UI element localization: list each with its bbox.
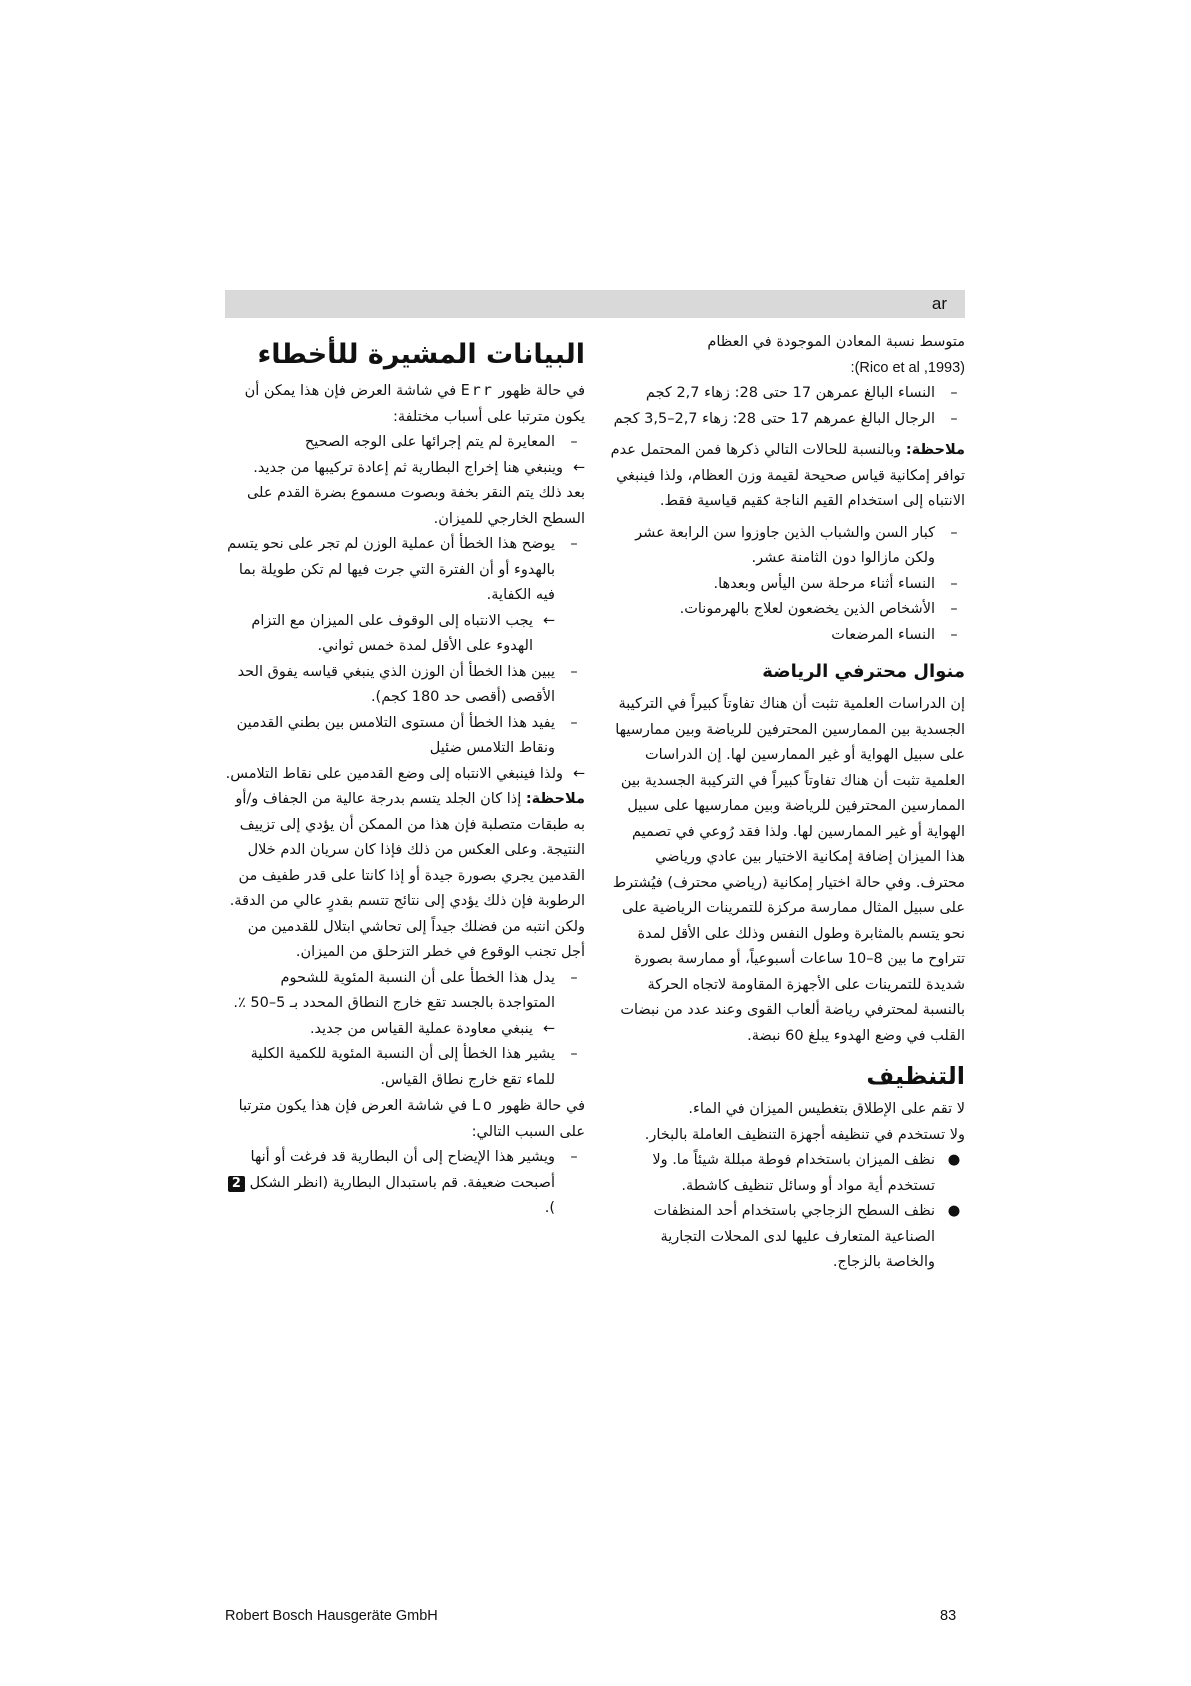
fix-item: ← يجب الانتباه إلى الوقوف على الميزان مع التزام الهدوء على الأقل لمدة خمس ثواني. <box>225 609 555 660</box>
arrow-left-icon: ← <box>572 765 585 782</box>
dash-icon: – <box>950 626 958 643</box>
footer-company: Robert Bosch Hausgeräte GmbH <box>225 1608 438 1624</box>
dash-icon: – <box>950 410 958 427</box>
list-item: – المعايرة لم يتم إجرائها على الوجه الصحيح <box>225 430 585 456</box>
list-item: – النساء المرضعات <box>610 623 965 649</box>
fix-item: ← وينبغي هنا إخراج البطارية ثم إعادة تركيبها من جديد. <box>225 456 585 482</box>
dash-icon: – <box>950 385 958 401</box>
bone-intro: متوسط نسبة المعادن الموجودة في العظام <box>707 334 965 350</box>
list-item: ● نظف الميزان باستخدام فوطة مبللة شيئاً ما. ولا تستخدم أية مواد أو وسائل تنظيف كاشطة. <box>610 1148 965 1199</box>
fix-item: ← ولذا فينبغي الانتباه إلى وضع القدمين على نقاط التلامس. <box>225 762 585 788</box>
list-item: – الأشخاص الذين يخضعون لعلاج بالهرمونات. <box>610 597 965 623</box>
arrow-left-icon: ← <box>572 459 585 476</box>
list-item: – الرجال البالغ عمرهم 17 حتى 28: زهاء 2,7–3,5 كجم <box>610 407 965 433</box>
list-item: – يفيد هذا الخطأ أن مستوى التلامس بين بطني القدمين ونقاط التلامس ضئيل <box>225 711 585 762</box>
list-item: – كبار السن والشباب الذين جاوزوا سن الرابعة عشر ولكن مازالوا دون الثامنة عشر. <box>610 521 965 572</box>
fix-item: ← ينبغي معاودة عملية القياس من جديد. <box>225 1017 555 1043</box>
page-number: 83 <box>940 1608 957 1624</box>
err-display-code: Err <box>460 381 494 399</box>
note-paragraph: ملاحظة: وبالنسبة للحالات التالي ذكرها فمن المحتمل عدم توافر إمكانية قياس صحيحة لقيمة وزن العظام، ولذا فينبغي الانتباه إلى استخدام القيم الناجة كقيم قياسية فقط. <box>610 442 965 509</box>
list-item: – النساء البالغ عمرهن 17 حتى 28: زهاء 2,7 كجم <box>610 381 965 407</box>
dash-icon: – <box>570 714 578 731</box>
figure-ref-badge: 2 <box>228 1176 245 1192</box>
list-item: – ويشير هذا الإيضاح إلى أن البطارية قد فرغت أو أنها أصبحت ضعيفة. قم باستبدال البطارية (انظر الشكل 2). <box>225 1145 585 1222</box>
dash-icon: – <box>950 524 958 541</box>
section-heading-cleaning: التنظيف <box>866 1062 965 1090</box>
cleaning-line: لا تقم على الإطلاق بتغطيس الميزان في الماء. <box>688 1101 965 1117</box>
lo-intro: في حالة ظهور Lo في شاشة العرض فإن هذا يكون مترتبا على السبب التالي: <box>238 1096 585 1140</box>
note-paragraph: ملاحظة: إذا كان الجلد يتسم بدرجة عالية من الجفاف و/أو به طبقات متصلبة فإن هذا من الممكن أن يؤدي إلى تزييف النتيجة. وعلى العكس من ذلك فإذا كان سريان الدم خلال القدمين يجري بصورة جيدة أو إذا كانتا على قدر طفيف من الرطوبة فإن ذلك يؤدي إلى نتائج تتسم بقدرٍ عالي من الدقة. <box>229 791 585 909</box>
dash-icon: – <box>570 434 578 450</box>
list-item: – يشير هذا الخطأ إلى أن النسبة المئوية للكمية الكلية للماء تقع خارج نطاق القياس. <box>225 1042 585 1093</box>
pro-paragraph: إن الدراسات العلمية تثبت أن هناك تفاوتاً كبيراً في التركيبة الجسدية بين الممارسين المحترفين للرياضة وبين ممارسيها على سبيل الهواية أو غير الممارسين لها. إن الدراسات العلمية تثبت أن هناك تفاوتاً كبيراً في التركيبة الجسدية بين الممارسين المحترفين للرياضة وبين ممارسيها على سبيل الهواية أو غير الممارسين لها. ولذا فقد رُوعي في تصميم هذا الميزان إضافة إمكانية الاختيار بين عادي ورياضي محترف. وفي حالة اختيار إمكانية (رياضي محترف) فيُشترط على سبيل المثال ممارسة مركزة للتمرينات الرياضية على نحو يتسم بالمثابرة وطول النفس وذلك على الأقل لمدة تتراوح ما بين 8–10 ساعات أسبوعياً، أو ممارسة بصورة شديدة للتمرينات على الأجهزة المقاومة لاتجاه الحركة بالنسبة لمحترفي رياضة ألعاب القوى وعند عدد من نبضات القلب في وضع الهدوء يبلغ 60 نبضة. <box>612 696 965 1044</box>
dash-icon: – <box>570 969 578 986</box>
section-heading-pro: منوال محترفي الرياضة <box>762 661 965 682</box>
err-intro: في حالة ظهور Err في شاشة العرض فإن هذا يمكن أن يكون مترتبا على أسباب مختلفة: <box>244 381 585 425</box>
arrow-left-icon: ← <box>542 1020 555 1037</box>
bullet-icon: ● <box>947 1203 961 1219</box>
list-item: – يبين هذا الخطأ أن الوزن الذي ينبغي قياسه يفوق الحد الأقصى (أقصى حد 180 كجم). <box>225 660 585 711</box>
right-column <box>610 330 965 1276</box>
language-bar <box>225 290 965 318</box>
dash-icon: – <box>570 1046 578 1062</box>
section-heading-errors: البيانات المشيرة للأخطاء <box>257 339 585 370</box>
dash-icon: – <box>950 575 958 592</box>
list-item: – يوضح هذا الخطأ أن عملية الوزن لم تجر على نحو يتسم بالهدوء أو أن الفترة التي جرت فيها لم تكن طويلة بما فيه الكفاية. <box>225 532 585 609</box>
dash-icon: – <box>570 663 578 680</box>
dash-icon: – <box>950 601 958 617</box>
dash-icon: – <box>570 536 578 552</box>
dash-icon: – <box>570 1149 578 1165</box>
lo-display-code: Lo <box>471 1096 494 1114</box>
language-code: ar <box>931 294 947 313</box>
list-item: – النساء أثناء مرحلة سن اليأس وبعدها. <box>610 572 965 598</box>
list-item: ● نظف السطح الزجاجي باستخدام أحد المنظفات الصناعية المتعارف عليها لدى المحلات التجارية والخاصة بالزجاج. <box>610 1199 965 1276</box>
left-column <box>225 338 585 1222</box>
paragraph: بعد ذلك يتم النقر بخفة وبصوت مسموع بضرة القدم على السطح الخارجي للميزان. <box>246 485 585 527</box>
cleaning-line: ولا تستخدم في تنظيفه أجهزة التنظيف العاملة بالبخار. <box>644 1126 965 1143</box>
list-item: – يدل هذا الخطأ على أن النسبة المئوية للشحوم المتواجدة بالجسد تقع خارج النطاق المحدد بـ 5–50 ٪. <box>225 966 585 1017</box>
warning-paragraph: ولكن انتبه من فضلك جيداً إلى تحاشي ابتلال للقدمين من أجل تجنب الوقوع في خطر التزحلق من الميزان. <box>247 918 585 960</box>
bone-citation: :(Rico et al ,1993) <box>850 359 965 376</box>
bullet-icon: ● <box>947 1152 961 1168</box>
arrow-left-icon: ← <box>542 612 555 629</box>
